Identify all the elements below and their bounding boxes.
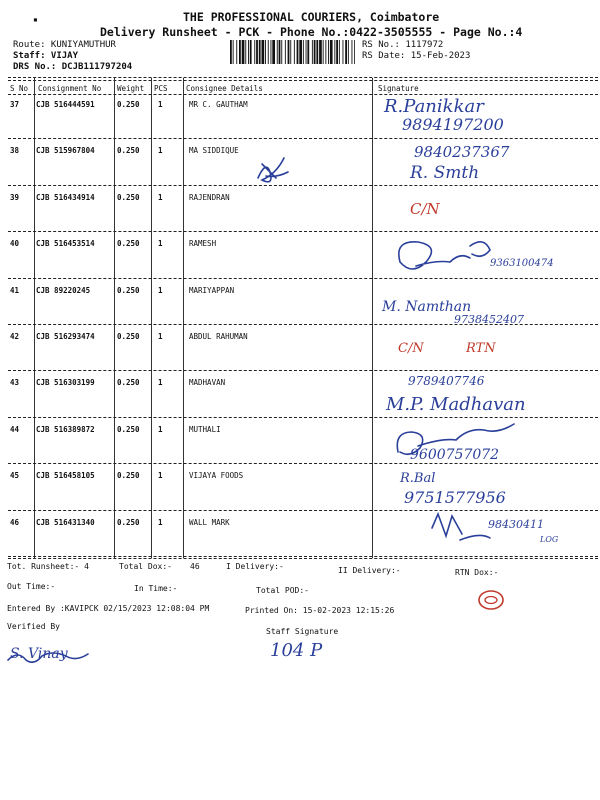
tot-runsheet: Tot. Runsheet:- 4 — [7, 562, 89, 571]
row-separator — [8, 370, 598, 371]
row-pcs: 1 — [158, 100, 163, 109]
row-sno: 41 — [10, 285, 20, 295]
row-sno: 44 — [10, 424, 20, 434]
row-weight: 0.250 — [117, 285, 140, 295]
ii-delivery: II Delivery:- — [338, 566, 401, 575]
row-weight: 0.250 — [117, 239, 140, 249]
footer-top-rule — [8, 558, 598, 559]
drs-number: DRS No.: DCJB111797204 — [13, 62, 133, 72]
row-sno: 38 — [10, 146, 20, 156]
row-pcs: 1 — [158, 192, 163, 202]
staff-signature-handwritten: 104 P — [270, 640, 323, 661]
col-header-pcs: PCS — [154, 84, 168, 93]
row-pcs: 1 — [158, 239, 163, 249]
row-separator — [8, 185, 598, 186]
handwritten-phone: 9894197200 — [402, 115, 504, 134]
runsheet-subtitle: Delivery Runsheet - PCK - Phone No.:0422-3505555 - Page No.:4 — [100, 25, 523, 39]
row-separator — [8, 231, 598, 232]
row-weight: 0.250 — [117, 192, 140, 202]
handwritten-phone: 98430411 — [488, 518, 544, 531]
row-pcs: 1 — [158, 146, 163, 156]
row-pcs: 1 — [158, 471, 163, 481]
handwritten-note: C/N — [398, 341, 424, 356]
rs-date: RS Date: 15-Feb-2023 — [362, 51, 471, 61]
route-text: Route: KUNIYAMUTHUR — [13, 40, 116, 50]
row-weight: 0.250 — [117, 332, 140, 341]
col-header-consignment: Consignment No — [38, 84, 102, 93]
row-separator — [8, 556, 598, 557]
handwritten-name: M.P. Madhavan — [386, 394, 526, 415]
handwritten-note: C/N — [410, 200, 440, 218]
row-pcs: 1 — [158, 424, 163, 434]
row-sno: 42 — [10, 332, 20, 341]
i-delivery: I Delivery:- — [226, 562, 284, 571]
handwritten-phone: 9600757072 — [410, 447, 500, 463]
out-time: Out Time:- — [7, 582, 56, 591]
stamp-circle-icon — [479, 591, 503, 609]
verified-signature-handwritten: S. Vinay — [10, 646, 68, 662]
signature-loop-icon — [399, 242, 490, 269]
staff-signature-label: Staff Signature — [266, 627, 339, 636]
row-consignee: WALL MARK — [189, 517, 230, 527]
row-sno: 43 — [10, 378, 20, 388]
total-dox-label: Total Dox:- — [119, 562, 172, 571]
row-consignee: MADHAVAN — [189, 378, 226, 388]
handwritten-name: R.Bal — [400, 471, 436, 486]
row-sno: 37 — [10, 100, 20, 109]
row-separator — [8, 278, 598, 279]
scribble-icon — [258, 158, 288, 182]
row-consignee: MR C. GAUTHAM — [189, 100, 248, 109]
stamp-inner-icon — [485, 597, 497, 604]
handwritten-phone: 9840237367 — [414, 143, 510, 161]
company-title: THE PROFESSIONAL COURIERS, Coimbatore — [183, 10, 440, 24]
total-dox-value: 46 — [190, 562, 200, 571]
row-pcs: 1 — [158, 378, 163, 388]
handwritten-name: R.Panikkar — [384, 96, 484, 117]
col-header-consignee: Consignee Details — [186, 84, 263, 93]
row-consignee: RAJENDRAN — [189, 192, 230, 202]
row-consignment-no: CJB 516389872 — [36, 424, 95, 434]
col-header-sno: S No — [10, 84, 29, 93]
row-consignment-no: CJB 516453514 — [36, 239, 95, 249]
verified-by: Verified By — [7, 622, 60, 631]
signature-scrawl-icon — [432, 514, 490, 540]
row-weight: 0.250 — [117, 146, 140, 156]
row-sno: 40 — [10, 239, 20, 249]
row-separator — [8, 417, 598, 418]
handwritten-phone: 9738452407 — [454, 313, 524, 326]
row-consignee: MA SIDDIQUE — [189, 146, 239, 156]
entered-by: Entered By :KAVIPCK 02/15/2023 12:08:04 PM — [7, 604, 210, 613]
row-consignment-no: CJB 516458105 — [36, 471, 95, 481]
row-sno: 39 — [10, 192, 20, 202]
row-consignment-no: CJB 89220245 — [36, 285, 91, 295]
row-consignee: ABDUL RAHUMAN — [189, 332, 248, 341]
row-consignee: MARIYAPPAN — [189, 285, 235, 295]
row-weight: 0.250 — [117, 100, 140, 109]
row-consignee: RAMESH — [189, 239, 217, 249]
handwritten-phone: 9363100474 — [490, 258, 554, 269]
row-weight: 0.250 — [117, 424, 140, 434]
row-separator — [8, 463, 598, 464]
total-pod: Total POD:- — [256, 586, 309, 595]
row-separator — [8, 510, 598, 511]
handwritten-phone: 9751577956 — [404, 488, 506, 507]
row-consignment-no: CJB 515967804 — [36, 146, 95, 156]
printed-on: Printed On: 15-02-2023 12:15:26 — [245, 606, 395, 615]
handwritten-name: M. Namthan — [382, 299, 472, 315]
row-pcs: 1 — [158, 332, 163, 341]
row-weight: 0.250 — [117, 471, 140, 481]
handwritten-note: LOG — [540, 535, 559, 544]
row-consignment-no: CJB 516434914 — [36, 192, 95, 202]
handwritten-note: RTN — [466, 341, 496, 356]
col-header-weight: Weight — [117, 84, 145, 93]
row-weight: 0.250 — [117, 517, 140, 527]
row-consignment-no: CJB 516293474 — [36, 332, 95, 341]
row-sno: 46 — [10, 517, 20, 527]
row-consignee: MUTHALI — [189, 424, 221, 434]
row-consignment-no: CJB 516444591 — [36, 100, 95, 109]
handwritten-phone: 9789407746 — [408, 374, 485, 388]
row-consignment-no: CJB 516431340 — [36, 517, 95, 527]
in-time: In Time:- — [134, 584, 178, 593]
scan-speck: ▪ — [33, 15, 38, 24]
rs-number: RS No.: 1117972 — [362, 40, 444, 50]
handwritten-name: R. Smth — [410, 163, 480, 183]
row-pcs: 1 — [158, 517, 163, 527]
rtn-dox: RTN Dox:- — [455, 568, 499, 577]
row-weight: 0.250 — [117, 378, 140, 388]
staff-text: Staff: VIJAY — [13, 51, 79, 61]
row-separator — [8, 324, 598, 325]
row-consignment-no: CJB 516303199 — [36, 378, 95, 388]
row-separator — [8, 138, 598, 139]
row-consignee: VIJAYA FOODS — [189, 471, 244, 481]
row-pcs: 1 — [158, 285, 163, 295]
col-header-signature: Signature — [378, 84, 419, 93]
row-sno: 45 — [10, 471, 20, 481]
